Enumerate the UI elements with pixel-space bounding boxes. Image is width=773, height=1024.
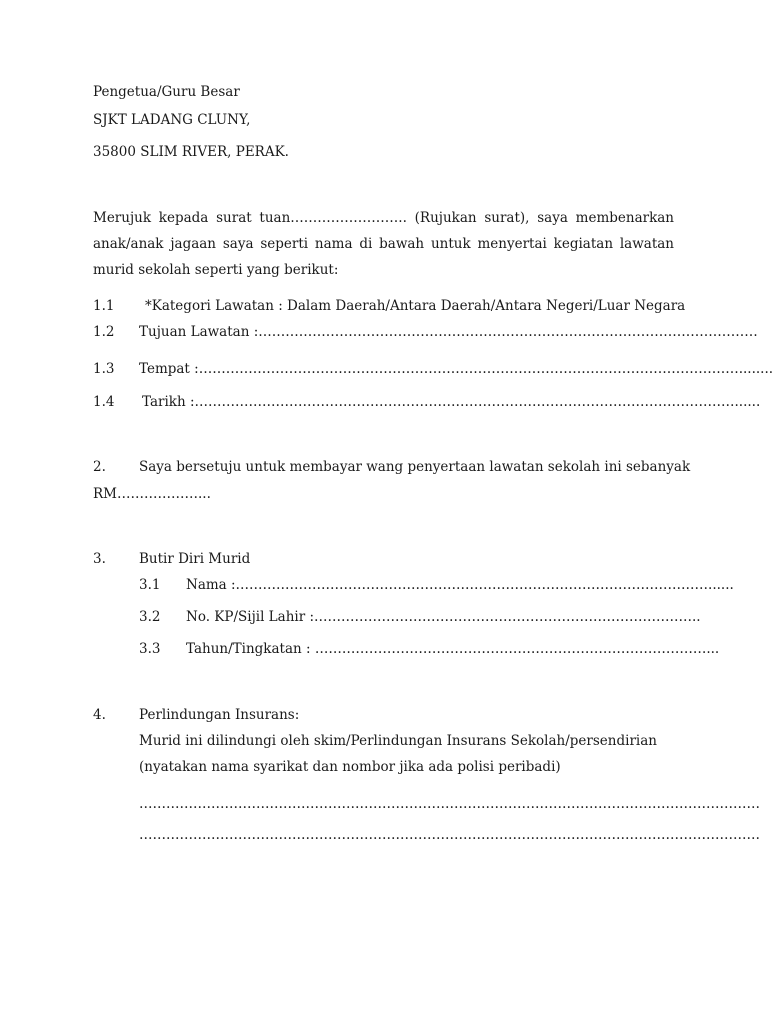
recipient-title: Pengetua/Guru Besar (93, 84, 240, 100)
section-4-number: 4. (93, 707, 106, 723)
section-4-title: Perlindungan Insurans: (139, 707, 300, 723)
section-3-title: Butir Diri Murid (139, 551, 251, 567)
item-1-3-text: Tempat :…………………………………………………………………………………………………………........ (139, 361, 773, 377)
item-1-2-number: 1.2 (93, 324, 115, 340)
payment-amount-field: RM………………... (93, 486, 211, 502)
school-name: SJKT LADANG CLUNY, (93, 112, 251, 128)
item-1-1-text: *Kategori Lawatan : Dalam Daerah/Antara Daerah/Antara Negeri/Luar Negara (145, 298, 686, 314)
intro-paragraph: Merujuk kepada surat tuan…………………….. (Rujukan surat), saya membenarkan anak/anak jagaan saya seperti nama di bawah untuk menyertai kegiatan lawatan murid sekolah seperti yang berikut: (93, 210, 674, 278)
item-1-4-number: 1.4 (93, 394, 115, 410)
item-1-1-number: 1.1 (93, 298, 115, 314)
section-2-number: 2. (93, 459, 106, 475)
item-3-2-text: No. KP/Sijil Lahir :………………………………………………………………………….. (186, 609, 701, 625)
section-3-number: 3. (93, 551, 106, 567)
item-3-3-number: 3.3 (139, 641, 161, 657)
insurance-blank-line-1: ………………………………………………………………………………………………………………………… (139, 796, 760, 812)
item-1-3-number: 1.3 (93, 361, 115, 377)
insurance-blank-line-2: ………………………………………………………………………………………………………………………… (139, 827, 760, 843)
item-1-2-text: Tujuan Lawatan :………………………………………………………………………………………………… (139, 324, 758, 340)
item-1-4-text: Tarikh :…………………………………………………………………………………………………………...... (142, 394, 761, 410)
insurance-description: Murid ini dilindungi oleh skim/Perlindungan Insurans Sekolah/persendirian (139, 733, 657, 749)
school-address: 35800 SLIM RIVER, PERAK. (93, 144, 289, 160)
section-2-text: Saya bersetuju untuk membayar wang penyertaan lawatan sekolah ini sebanyak (139, 459, 691, 475)
item-3-3-text: Tahun/Tingkatan : ……………………………………………………………………………... (186, 641, 720, 657)
item-3-1-number: 3.1 (139, 577, 161, 593)
item-3-2-number: 3.2 (139, 609, 161, 625)
item-3-1-text: Nama :……………………………………………………………………………………………...... (186, 577, 734, 593)
insurance-instruction: (nyatakan nama syarikat dan nombor jika ada polisi peribadi) (139, 759, 561, 775)
